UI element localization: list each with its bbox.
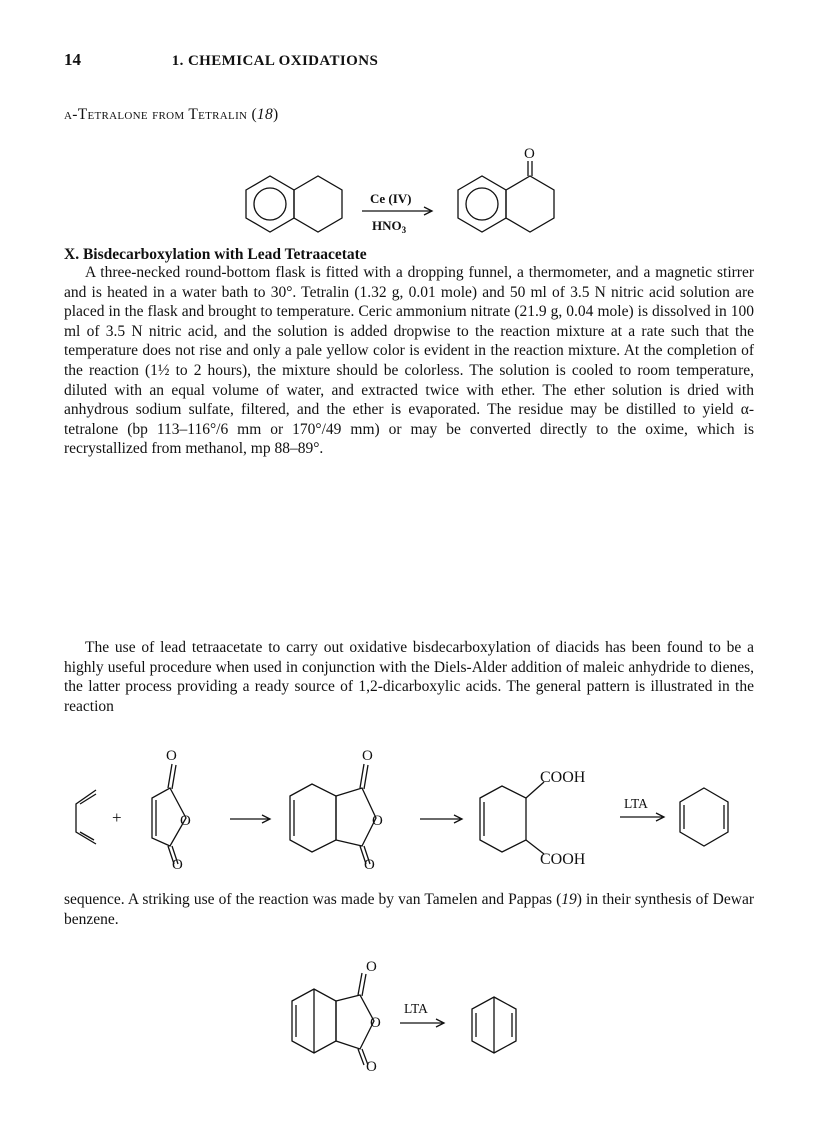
adduct-carbonyl-top: O [362,748,373,764]
cyclohexadiene-structure [680,788,728,846]
maleic-carbonyl-top: O [166,748,177,764]
carbonyl-oxygen: O [524,146,535,162]
procedure-title-close: ) [273,106,279,123]
procedure-paragraph: A three-necked round-bottom flask is fitted with a dropping funnel, a thermometer, and a magnetic stirrer and is heated in a water bath to 30°. Tetralin (1.32 g, 0.01 mole) and 50 ml of 3.5 N nitric acid solution are placed in the flask and brought to temperature. Ceric ammonium nitrate (21.9 g, 0.04 mole) is dissolved in 100 ml of 3.5 N nitric acid, and the solution is added dropwise to the reaction mixture at a rate such that the temperature does not rise and only a pale yellow color is evident in the reaction mixture. At the completion of the reaction (1½ to 2 hours), the mixture should be colorless. The solution is cooled to room temperature, diluted with an equal volume of water, and extracted twice with ether. The ether solution is dried with anhydrous sodium sulfate, filtered, and the ether is evaporated. The residue may be distilled to yield α-tetralone (bp 113–116°/6 mm or 170°/49 mm) or may be converted directly to the oxime, which is recrystallized from methanol, mp 88–89°. [64,264,754,458]
bisdecarboxylation-scheme [0,740,816,870]
running-title: 1. CHEMICAL OXIDATIONS [171,53,379,69]
dewar-reagent-lta: LTA [404,1001,428,1016]
reagent-ceriv: Ce (IV) [370,191,412,206]
bicyclic-anhydride-structure [292,973,374,1065]
adduct-carbonyl-bottom: O [364,857,375,870]
cooh-top: COOH [540,769,586,786]
continuation-text-end: ) in their synthesis of Dewar benzene. [64,891,754,928]
adduct-ring-o: O [372,813,383,829]
butadiene-structure [76,790,96,844]
procedure-title [64,106,279,124]
intro-paragraph: The use of lead tetraacetate to carry out oxidative bisdecarboxylation of diacids has been found to be a highly useful procedure when used in conjunction with the Diels-Alder addition of maleic anhydride to dienes, the latter process providing a ready source of 1,2-dicarboxylic acids. The general pattern is illustrated in the reaction [64,639,754,715]
maleic-ring-o: O [180,813,191,829]
reagent-hno3: $HNO_3$ [372,218,407,235]
tetralin-structure [246,176,342,232]
maleic-carbonyl-bottom: O [172,857,183,870]
reference-19: 19 [561,891,577,908]
page-header [64,50,378,70]
continuation-paragraph [64,890,754,929]
cooh-bottom: COOH [540,851,586,868]
adduct-structure [290,764,376,864]
continuation-text: sequence. A striking use of the reaction was made by van Tamelen and Pappas ( [64,891,562,908]
dewar-carbonyl-bottom: O [366,1059,377,1075]
procedure-title-text: α-Tetralone from Tetralin ( [64,106,257,123]
tetralone-scheme [0,140,816,250]
dewar-ring-o: O [370,1015,381,1031]
plus-sign: + [112,808,122,827]
tetralone-structure [458,161,554,232]
page-number: 14 [64,50,81,69]
reagent-lta: LTA [624,796,648,811]
dewar-benzene-scheme [0,955,816,1080]
dewar-benzene-structure [472,997,516,1053]
section-heading: X. Bisdecarboxylation with Lead Tetraacetate [64,246,367,263]
diacid-structure [480,782,544,854]
dewar-carbonyl-top: O [366,959,377,975]
reference-18: 18 [256,106,274,123]
